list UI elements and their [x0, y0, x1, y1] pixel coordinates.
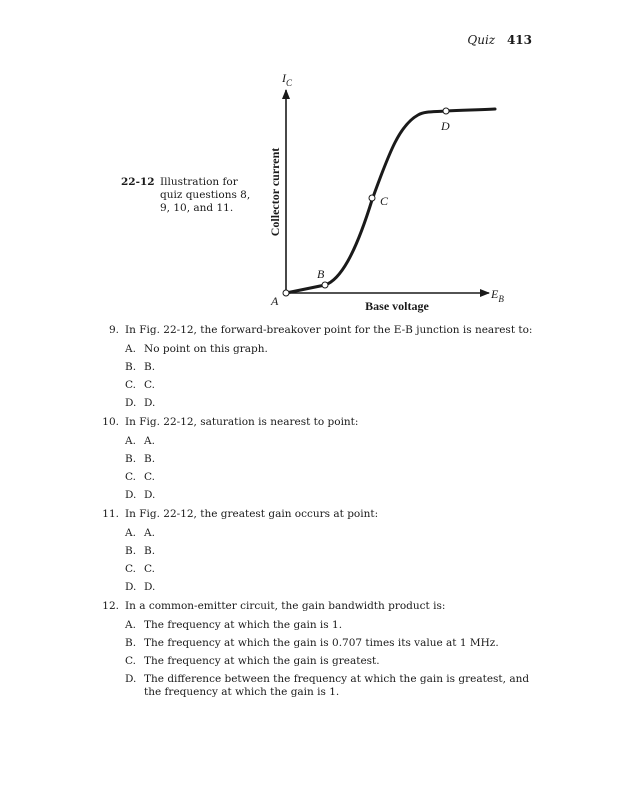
question	[95, 324, 540, 337]
option-letter: A.	[125, 343, 136, 355]
question-number: 11.	[102, 508, 119, 520]
question	[95, 416, 540, 429]
point-d-marker	[443, 108, 449, 114]
question	[95, 508, 540, 521]
question-text: In a common-emitter circuit, the gain bandwidth product is:	[125, 600, 446, 612]
option	[125, 397, 540, 410]
option	[125, 435, 540, 448]
point-c-label: C	[380, 194, 389, 208]
option-letter: C.	[125, 379, 136, 391]
option-letter: D.	[125, 673, 137, 685]
option-text: No point on this graph.	[144, 343, 268, 355]
option-text: D.	[144, 397, 156, 409]
option-text: D.	[144, 489, 156, 501]
section-title: Quiz	[467, 33, 496, 47]
x-axis-symbol: $E_B$	[491, 287, 504, 304]
point-a-marker	[283, 290, 289, 296]
option-text: B.	[144, 361, 156, 373]
y-axis-symbol: $I_C$	[282, 71, 293, 88]
question-number: 12.	[102, 600, 119, 612]
option	[125, 471, 540, 484]
option-letter: C.	[125, 563, 136, 575]
option	[125, 655, 540, 668]
option	[125, 361, 540, 374]
option	[125, 673, 540, 699]
option	[125, 489, 540, 502]
option-letter: D.	[125, 397, 137, 409]
option-letter: C.	[125, 655, 136, 667]
option-letter: A.	[125, 527, 136, 539]
option-text: The frequency at which the gain is greatest.	[144, 655, 380, 667]
point-a-label: A	[271, 294, 279, 308]
option-letter: B.	[125, 545, 137, 557]
figure-number: 22-12	[121, 176, 155, 188]
question-text: In Fig. 22-12, saturation is nearest to point:	[125, 416, 359, 428]
option-text: A.	[144, 527, 155, 539]
option	[125, 581, 540, 594]
option-letter: A.	[125, 435, 136, 447]
point-d-label: D	[441, 119, 450, 133]
option-list	[125, 435, 540, 502]
option	[125, 527, 540, 540]
option-text: C.	[144, 471, 155, 483]
question-text: In Fig. 22-12, the forward-breakover point for the E-B junction is nearest to:	[125, 324, 533, 336]
point-c-marker	[369, 195, 375, 201]
figure-caption-text: Illustration for quiz questions 8, 9, 10, and 11.	[160, 176, 251, 214]
option	[125, 619, 540, 632]
question-number: 10.	[102, 416, 119, 428]
question-number: 9.	[108, 324, 119, 336]
point-b-label: B	[317, 267, 325, 281]
option-text: The frequency at which the gain is 1.	[144, 619, 343, 631]
option-text: D.	[144, 581, 156, 593]
option-list	[125, 527, 540, 594]
option-text: A.	[144, 435, 155, 447]
option-text: The frequency at which the gain is 0.707 times its value at 1 MHz.	[144, 637, 499, 649]
option	[125, 343, 540, 356]
option-text: The difference between the frequency at which the gain is greatest, and the frequency at which the gain is 1.	[144, 673, 530, 698]
option-letter: D.	[125, 489, 137, 501]
option-letter: B.	[125, 361, 137, 373]
option-text: C.	[144, 379, 155, 391]
x-axis-label: Base voltage	[365, 299, 429, 313]
figure-22-12	[0, 0, 627, 320]
y-axis-label: Collector current	[268, 147, 282, 237]
option-letter: A.	[125, 619, 136, 631]
question	[95, 600, 540, 613]
option	[125, 563, 540, 576]
option-text: B.	[144, 545, 156, 557]
option-text: C.	[144, 563, 155, 575]
option	[125, 545, 540, 558]
option	[125, 453, 540, 466]
option-letter: B.	[125, 453, 137, 465]
option	[125, 637, 540, 650]
option-letter: B.	[125, 637, 137, 649]
option	[125, 379, 540, 392]
option-letter: D.	[125, 581, 137, 593]
page-number: 413	[506, 33, 532, 47]
option-text: B.	[144, 453, 156, 465]
quiz-questions	[95, 324, 540, 705]
option-list	[125, 619, 540, 699]
question-text: In Fig. 22-12, the greatest gain occurs at point:	[125, 508, 379, 520]
characteristic-curve	[286, 109, 495, 293]
option-list	[125, 343, 540, 410]
option-letter: C.	[125, 471, 136, 483]
point-b-marker	[322, 282, 328, 288]
